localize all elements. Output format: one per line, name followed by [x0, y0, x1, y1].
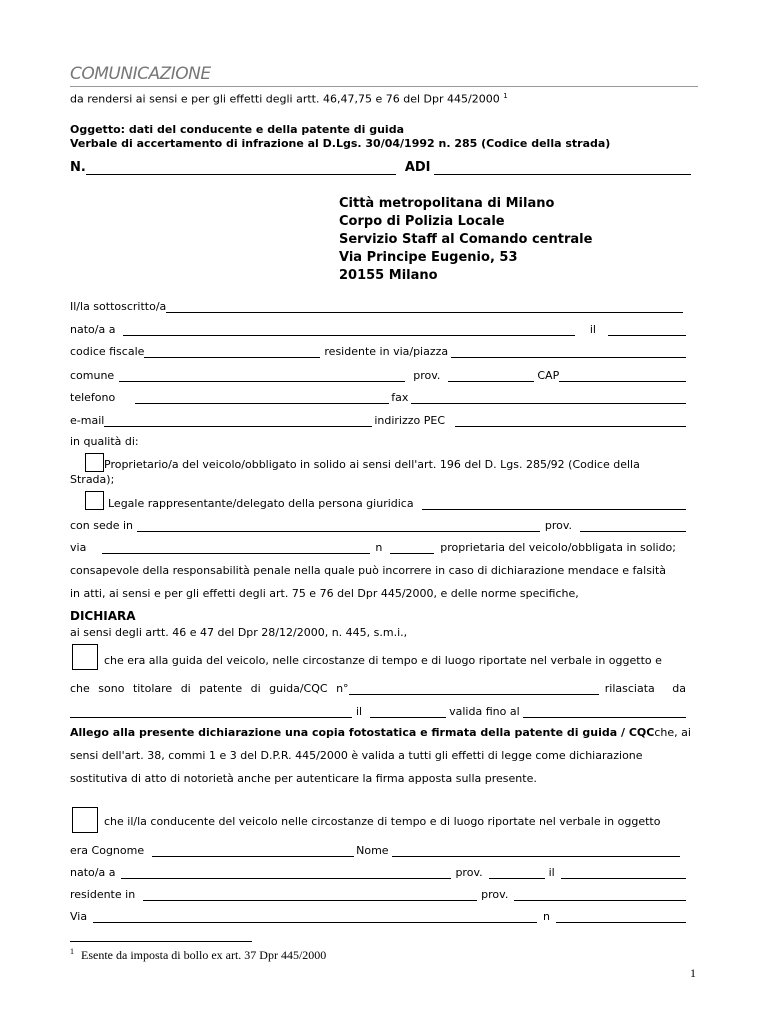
phone-row [70, 391, 686, 404]
recipient-line-1: Città metropolitana di Milano [339, 196, 555, 211]
number-field[interactable] [86, 163, 396, 175]
legal-rep-field[interactable] [422, 498, 686, 510]
seat-province-field[interactable] [580, 520, 686, 532]
recipient-line-5: 20155 Milano [339, 268, 438, 283]
license-field[interactable] [349, 683, 599, 695]
municipality-row [70, 369, 686, 382]
tax-code-label: codice fiscale [70, 345, 145, 358]
birthplace-field[interactable] [123, 324, 574, 336]
name-label: Nome [356, 844, 389, 857]
attachment-line-1 [70, 726, 691, 740]
reference-number-row [70, 160, 694, 175]
tax-code-field[interactable] [144, 346, 320, 358]
company-via-label: via [70, 541, 87, 554]
seat-field[interactable] [137, 520, 540, 532]
driver-province-field[interactable] [489, 867, 545, 879]
seat-label: con sede in [70, 519, 134, 532]
subject-line-1: Oggetto: dati del conducente e della patente di guida [70, 123, 404, 136]
adi-field[interactable] [434, 163, 691, 175]
seat-province-label: prov. [544, 519, 572, 532]
company-owner-text: proprietaria del veicolo/obbligata in solido; [440, 541, 676, 554]
driver-address-row [70, 910, 686, 923]
subtitle-text: da rendersi ai sensi e per gli effetti degli artt. 46,47,75 e 76 del Dpr 445/2000 [70, 92, 500, 106]
license-issuer-row [70, 705, 686, 718]
issuer-field[interactable] [70, 706, 352, 718]
driver-self-checkbox[interactable] [72, 644, 98, 670]
driver-via-label: Via [70, 910, 88, 923]
legal-rep-checkbox[interactable] [85, 491, 104, 510]
title-rule [70, 86, 698, 87]
owner-option-text-cont: Strada); [70, 473, 115, 486]
driver-number-field[interactable] [556, 911, 686, 923]
owner-checkbox[interactable] [85, 453, 104, 472]
legal-rep-row [108, 497, 686, 510]
driver-residence-field[interactable] [143, 889, 477, 901]
birthplace-row [70, 323, 686, 336]
driver-birthplace-field[interactable] [121, 867, 451, 879]
issue-date-label: il [356, 705, 363, 718]
company-number-label: n [375, 541, 383, 554]
company-number-field[interactable] [390, 542, 434, 554]
document-subtitle [70, 89, 508, 107]
birthplace-label: nato/a a [70, 323, 116, 336]
driver-birthdate-label: il [548, 866, 555, 879]
company-address-row [70, 541, 686, 554]
undersigned-row [70, 300, 686, 313]
driver-residence-label: residente in [70, 888, 136, 901]
declares-title: DICHIARA [70, 609, 136, 623]
driver-province-label: prov. [455, 866, 483, 879]
email-label: e-mail [70, 414, 105, 427]
attachment-line-3: sostitutiva di atto di notorietà anche per autenticare la firma apposta sulla presente. [70, 772, 537, 785]
footnote-text: Esente da imposta di bollo ex art. 37 Dpr 445/2000 [81, 948, 327, 962]
page-number: 1 [690, 966, 696, 980]
issue-date-field[interactable] [370, 706, 446, 718]
attachment-rest-text: che, ai [654, 726, 691, 739]
subject-line-2: Verbale di accertamento di infrazione al D.Lgs. 30/04/1992 n. 285 (Codice della strada) [70, 137, 611, 150]
driver-birthdate-field[interactable] [561, 867, 686, 879]
surname-label: era Cognome [70, 844, 145, 857]
footnote-rule [70, 941, 252, 942]
province-label: prov. [413, 369, 441, 382]
driver-number-label: n [543, 910, 550, 923]
municipality-label: comune [70, 369, 115, 382]
attachment-line-2: sensi dell'art. 38, commi 1 e 3 del D.P.R. 445/2000 è valida a tutti gli effetti di legge come dichiarazione [70, 749, 643, 762]
pec-field[interactable] [455, 415, 686, 427]
residence-label: residente in via/piazza [324, 345, 449, 358]
email-row [70, 414, 686, 427]
issued-by-label: rilasciata da [604, 682, 686, 695]
owner-option-text: Proprietario/a del veicolo/obbligato in solido ai sensi dell'art. 196 del D. Lgs. 285/92 (Codice della [104, 458, 640, 471]
adi-label: ADI [404, 160, 431, 175]
footnote-ref: 1 [503, 92, 508, 100]
driver-birth-row [70, 866, 686, 879]
driver-name-row [70, 844, 686, 857]
recipient-line-4: Via Principe Eugenio, 53 [339, 250, 518, 265]
footnote-number: 1 [70, 947, 74, 956]
phone-label: telefono [70, 391, 116, 404]
document-title: COMUNICAZIONE [70, 64, 211, 84]
capacity-label: in qualità di: [70, 435, 139, 448]
birthdate-field[interactable] [608, 324, 686, 336]
undersigned-label: Il/la sottoscritto/a [70, 300, 167, 313]
other-driver-checkbox[interactable] [72, 807, 98, 833]
surname-field[interactable] [152, 845, 354, 857]
company-via-field[interactable] [102, 542, 370, 554]
driver-residence-province-label: prov. [481, 888, 509, 901]
valid-until-field[interactable] [523, 706, 686, 718]
other-driver-text: che il/la conducente del veicolo nelle circostanze di tempo e di luogo riportate nel verbale in oggetto [104, 815, 661, 828]
recipient-line-2: Corpo di Polizia Locale [339, 214, 505, 229]
phone-field[interactable] [135, 392, 389, 404]
birthdate-label: il [589, 323, 596, 336]
legal-rep-label: Legale rappresentante/delegato della persona giuridica [108, 497, 414, 510]
seat-row [70, 519, 686, 532]
driver-birthplace-label: nato/a a [70, 866, 116, 879]
awareness-line-2: in atti, ai sensi e per gli effetti degli art. 75 e 76 del Dpr 445/2000, e delle norme specifiche, [70, 587, 579, 600]
driver-self-text: che era alla guida del veicolo, nelle circostanze di tempo e di luogo riportate nel verbale in oggetto e [104, 654, 662, 667]
driver-via-field[interactable] [93, 911, 537, 923]
license-label: che sono titolare di patente di guida/CQC n° [70, 682, 349, 695]
municipality-field[interactable] [119, 370, 405, 382]
driver-residence-row [70, 888, 686, 901]
fax-label: fax [391, 391, 409, 404]
valid-until-label: valida fino al [449, 705, 520, 718]
email-field[interactable] [104, 415, 372, 427]
pec-label: indirizzo PEC [374, 414, 445, 427]
driver-residence-province-field[interactable] [514, 889, 686, 901]
fax-field[interactable] [411, 392, 686, 404]
province-field[interactable] [448, 370, 534, 382]
declares-subtitle: ai sensi degli artt. 46 e 47 del Dpr 28/12/2000, n. 445, s.m.i., [70, 626, 408, 639]
residence-field[interactable] [451, 346, 686, 358]
cap-field[interactable] [559, 370, 686, 382]
footnote [70, 947, 326, 963]
attachment-bold-text: Allego alla presente dichiarazione una copia fotostatica e firmata della patente di guida / CQC [70, 726, 655, 739]
undersigned-field[interactable] [166, 301, 683, 313]
tax-code-row [70, 345, 686, 358]
cap-label: CAP [537, 369, 560, 382]
license-row [70, 682, 686, 695]
recipient-line-3: Servizio Staff al Comando centrale [339, 232, 593, 247]
awareness-line-1: consapevole della responsabilità penale nella quale può incorrere in caso di dichiarazione mendace e falsità [70, 564, 667, 577]
name-field[interactable] [392, 845, 680, 857]
number-label: N. [70, 160, 86, 175]
